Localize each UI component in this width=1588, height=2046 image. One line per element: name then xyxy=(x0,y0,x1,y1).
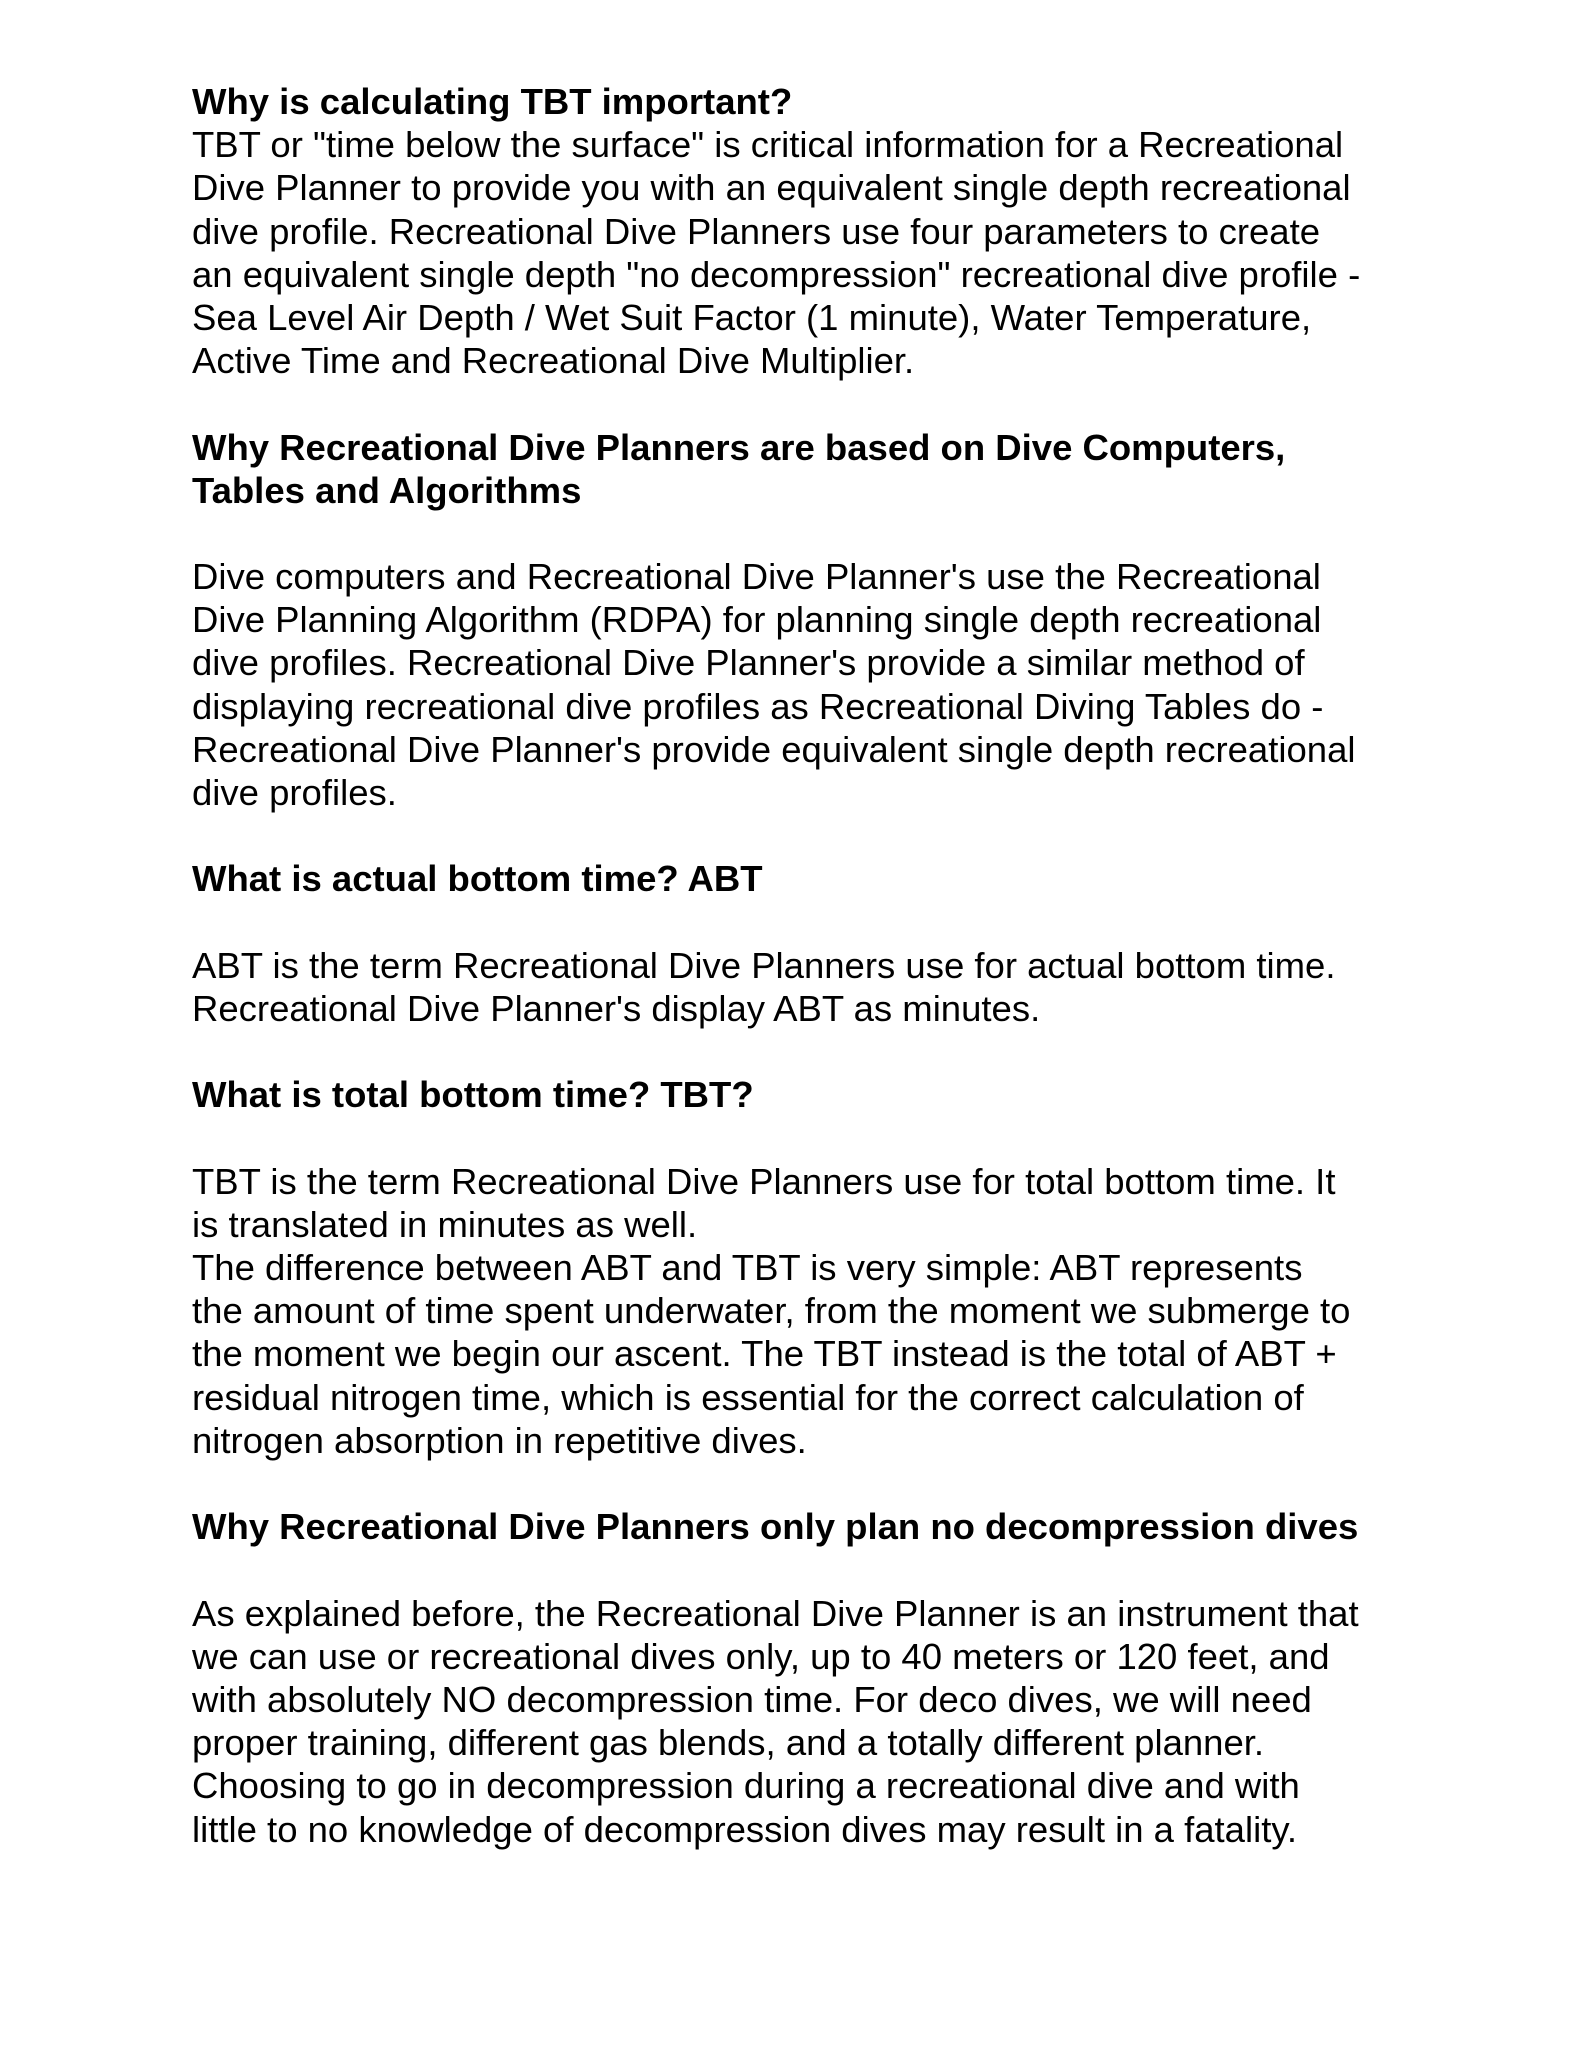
paragraph-line: the moment we begin our ascent. The TBT instead is the total of ABT + xyxy=(192,1333,1337,1375)
paragraph-line: TBT or "time below the surface" is critical information for a Recreational xyxy=(192,124,1344,166)
paragraph-line: Active Time and Recreational Dive Multiplier. xyxy=(192,340,915,382)
paragraph-line: an equivalent single depth "no decompression" recreational dive profile - xyxy=(192,253,1361,295)
section-heading: Tables and Algorithms xyxy=(192,469,582,511)
paragraph-line: residual nitrogen time, which is essential for the correct calculation of xyxy=(192,1376,1304,1418)
section-dive-computers-tables xyxy=(192,426,1422,815)
paragraph-line: The difference between ABT and TBT is very simple: ABT represents xyxy=(192,1247,1303,1289)
section-heading: What is total bottom time? TBT? xyxy=(192,1074,754,1116)
spacer xyxy=(192,1030,1422,1073)
paragraph-line: TBT is the term Recreational Dive Planners use for total bottom time. It xyxy=(192,1160,1336,1202)
paragraph-line: dive profiles. Recreational Dive Planner's provide a similar method of xyxy=(192,642,1305,684)
spacer xyxy=(192,901,1422,944)
paragraph-line: Choosing to go in decompression during a recreational dive and with xyxy=(192,1765,1300,1807)
paragraph-line: little to no knowledge of decompression dives may result in a fatality. xyxy=(192,1808,1298,1850)
section-heading: Why is calculating TBT important? xyxy=(192,81,793,122)
section-heading: Why Recreational Dive Planners are based on Dive Computers, xyxy=(192,426,1286,468)
paragraph-line: Recreational Dive Planner's provide equivalent single depth recreational xyxy=(192,728,1356,770)
spacer xyxy=(192,1462,1422,1505)
section-tbt-importance xyxy=(192,80,1422,382)
section-actual-bottom-time xyxy=(192,857,1422,1030)
paragraph-line: is translated in minutes as well. xyxy=(192,1203,698,1245)
section-total-bottom-time xyxy=(192,1073,1422,1462)
spacer xyxy=(192,382,1422,425)
spacer xyxy=(192,512,1422,555)
paragraph-line: Sea Level Air Depth / Wet Suit Factor (1 minute), Water Temperature, xyxy=(192,296,1312,338)
section-no-decompression-dives xyxy=(192,1505,1422,1851)
paragraph-line: with absolutely NO decompression time. For deco dives, we will need xyxy=(192,1678,1312,1720)
spacer xyxy=(192,814,1422,857)
paragraph-line: Dive Planning Algorithm (RDPA) for planning single depth recreational xyxy=(192,599,1322,641)
paragraph-line: As explained before, the Recreational Dive Planner is an instrument that xyxy=(192,1592,1359,1634)
paragraph-line: Dive computers and Recreational Dive Planner's use the Recreational xyxy=(192,556,1321,598)
paragraph-line: the amount of time spent underwater, from the moment we submerge to xyxy=(192,1290,1351,1332)
paragraph-line: dive profiles. xyxy=(192,772,397,813)
paragraph-line: Dive Planner to provide you with an equivalent single depth recreational xyxy=(192,167,1351,209)
paragraph-line: dive profile. Recreational Dive Planners use four parameters to create xyxy=(192,210,1321,252)
paragraph-line: proper training, different gas blends, and a totally different planner. xyxy=(192,1722,1265,1764)
section-heading: Why Recreational Dive Planners only plan no decompression dives xyxy=(192,1506,1359,1548)
paragraph-line: Recreational Dive Planner's display ABT as minutes. xyxy=(192,987,1041,1029)
paragraph-line: we can use or recreational dives only, up to 40 meters or 120 feet, and xyxy=(192,1635,1330,1677)
spacer xyxy=(192,1117,1422,1160)
paragraph-line: displaying recreational dive profiles as Recreational Diving Tables do - xyxy=(192,685,1324,727)
spacer xyxy=(192,1548,1422,1591)
section-heading: What is actual bottom time? ABT xyxy=(192,858,763,900)
paragraph-line: nitrogen absorption in repetitive dives. xyxy=(192,1419,807,1461)
paragraph-line: ABT is the term Recreational Dive Planners use for actual bottom time. xyxy=(192,944,1336,986)
document-page xyxy=(192,80,1422,1851)
